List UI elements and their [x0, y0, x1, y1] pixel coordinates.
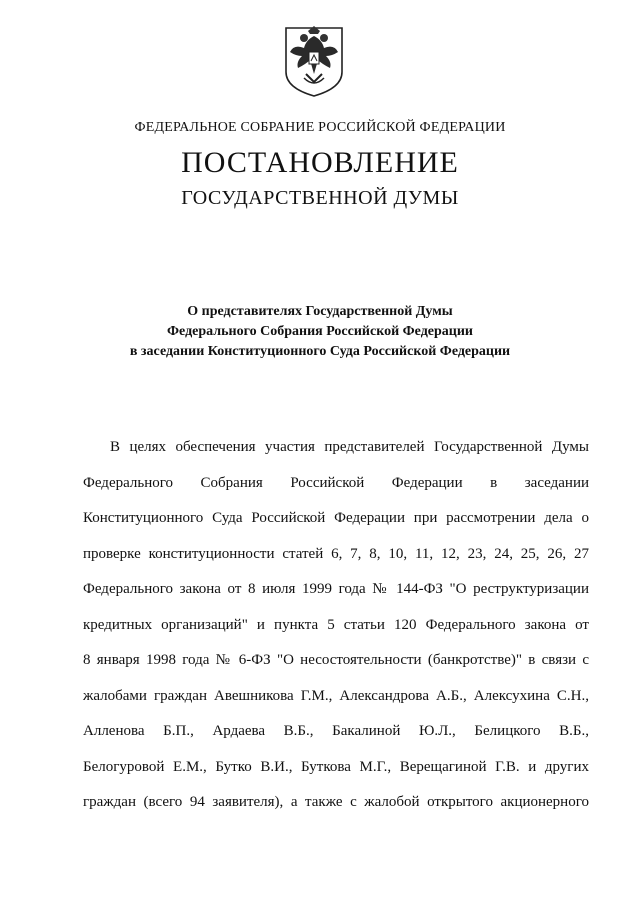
- body-paragraph: [83, 434, 589, 825]
- body-line: Белогуровой Е.М., Бутко В.И., Буткова М.Г., Верещагиной Г.В. и других: [83, 758, 589, 775]
- body-line: Федерального Собрания Российской Федерации в заседании: [83, 474, 589, 491]
- body-line: Федерального закона от 8 июля 1999 года № 144-ФЗ "О реструктуризации: [83, 581, 589, 597]
- subject-line: О представителях Государственной Думы: [187, 304, 453, 319]
- document-type-title: ПОСТАНОВЛЕНИЕ: [181, 146, 459, 179]
- assembly-name: ФЕДЕРАЛЬНОЕ СОБРАНИЕ РОССИЙСКОЙ ФЕДЕРАЦИИ: [134, 120, 506, 135]
- body-line: жалобами граждан Авешникова Г.М., Александрова А.Б., Алексухина С.Н.,: [83, 687, 589, 704]
- body-line: Конституционного Суда Российской Федерации при рассмотрении дела о: [83, 510, 589, 526]
- body-line: граждан (всего 94 заявителя), а также с жалобой открытого акционерного: [83, 794, 589, 810]
- document-issuer: ГОСУДАРСТВЕННОЙ ДУМЫ: [181, 187, 459, 209]
- body-line: проверке конституционности статей 6, 7, 8, 10, 11, 12, 23, 24, 25, 26, 27: [83, 545, 589, 562]
- subject-line: в заседании Конституционного Суда Российской Федерации: [129, 344, 511, 359]
- body-line: Алленова Б.П., Ардаева В.Б., Бакалиной Ю.Л., Белицкого В.Б.,: [83, 723, 589, 739]
- subject-line: Федерального Собрания Российской Федерации: [167, 324, 473, 339]
- body-line: 8 января 1998 года № 6-ФЗ "О несостоятельности (банкротстве)" в связи с: [83, 652, 589, 668]
- body-line: кредитных организаций" и пункта 5 статьи 120 Федерального закона от: [83, 616, 589, 633]
- document-subject: [0, 302, 640, 362]
- body-line: В целях обеспечения участия представителей Государственной Думы: [110, 439, 589, 455]
- russian-coat-of-arms-icon: [282, 22, 346, 98]
